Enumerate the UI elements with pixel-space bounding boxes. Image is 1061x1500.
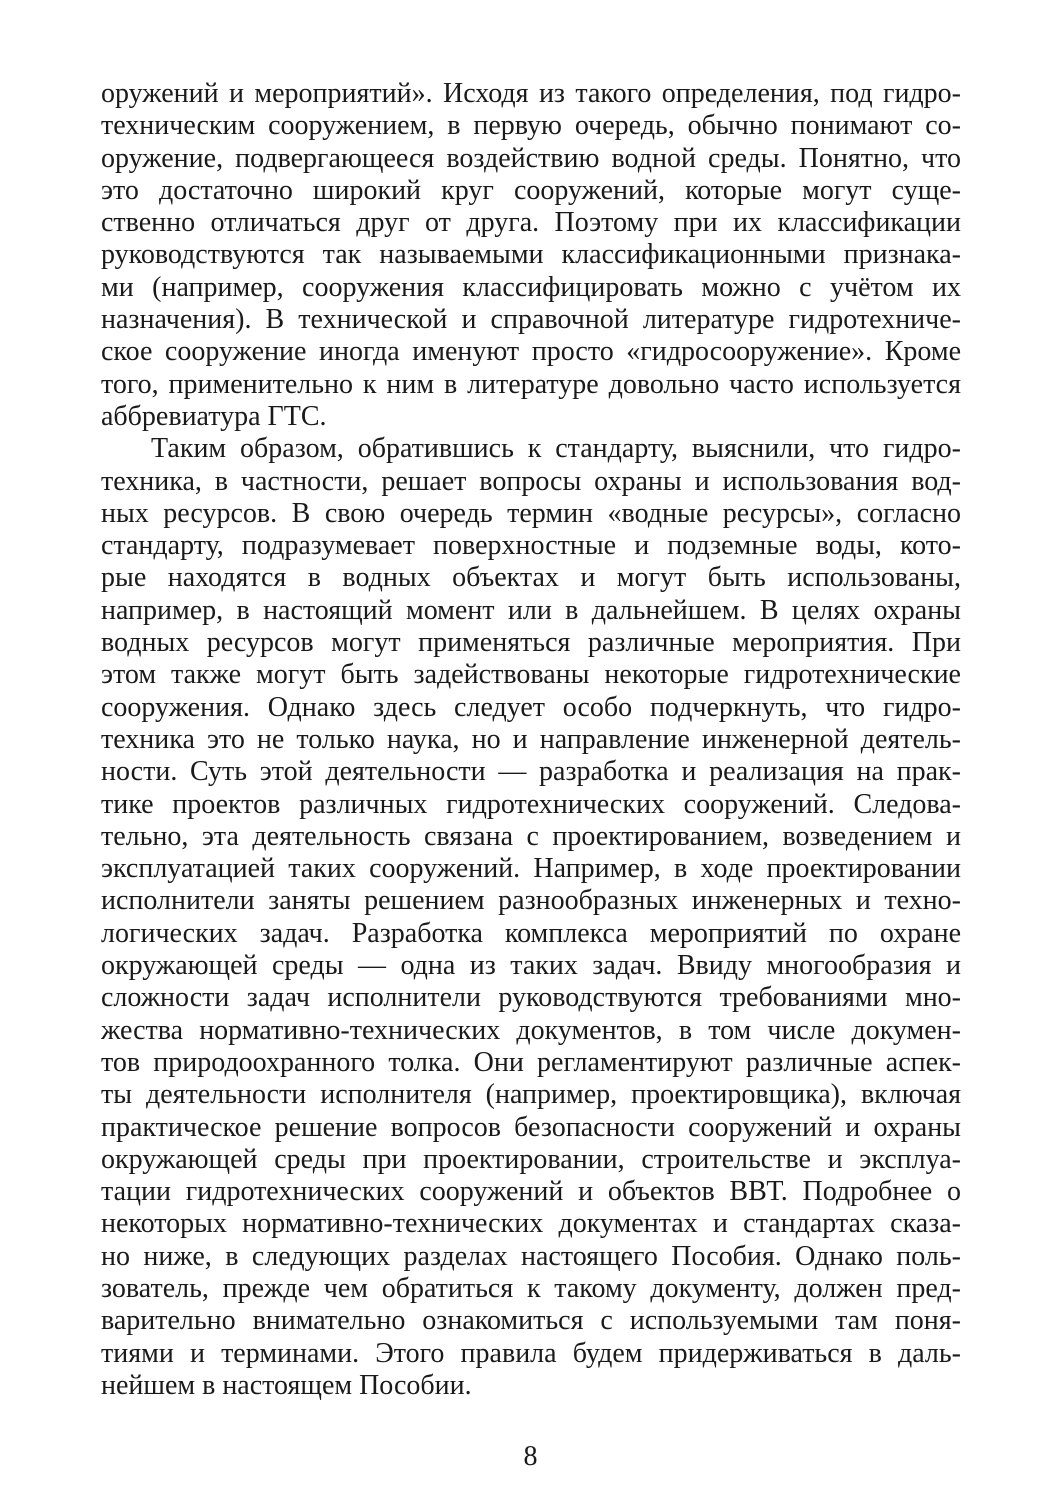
text-line: рые находятся в водных объектах и могут быть использованы, bbox=[101, 562, 961, 594]
text-line: окружающей среды при проектировании, строительстве и эксплуа- bbox=[101, 1143, 961, 1175]
text-line: эксплуатацией таких сооружений. Например, в ходе проектировании bbox=[101, 853, 961, 885]
text-line: этом также могут быть задействованы некоторые гидротехнические bbox=[101, 659, 961, 691]
text-line: окружающей среды — одна из таких задач. Ввиду многообразия и bbox=[101, 950, 961, 982]
text-line: Таким образом, обратившись к стандарту, выяснили, что гидро- bbox=[151, 433, 961, 465]
text-line: того, применительно к ним в литературе довольно часто используется bbox=[101, 368, 961, 400]
text-line: исполнители заняты решением разнообразных инженерных и техно- bbox=[101, 885, 961, 917]
text-line: практическое решение вопросов безопасности сооружений и охраны bbox=[101, 1111, 961, 1143]
text-line: жества нормативно-технических документов, в том числе докумен- bbox=[101, 1014, 961, 1046]
text-line: ственно отличаться друг от друга. Поэтому при их классификации bbox=[101, 207, 961, 239]
paragraph-2 bbox=[101, 433, 961, 1402]
text-line: техника, в частности, решает вопросы охраны и использования вод- bbox=[101, 465, 961, 497]
text-line: варительно внимательно ознакомиться с используемыми там поня- bbox=[101, 1305, 961, 1337]
text-line: стандарту, подразумевает поверхностные и подземные воды, кото- bbox=[101, 530, 961, 562]
text-line: логических задач. Разработка комплекса мероприятий по охране bbox=[101, 917, 961, 949]
text-line: аббревиатура ГТС. bbox=[101, 400, 327, 432]
text-line: руководствуются так называемыми классификационными признака- bbox=[101, 239, 961, 271]
text-line: ми (например, сооружения классифицировать можно с учётом их bbox=[101, 271, 961, 303]
text-line: сооружения. Однако здесь следует особо подчеркнуть, что гидро- bbox=[101, 691, 961, 723]
text-line: это достаточно широкий круг сооружений, которые могут суще- bbox=[101, 174, 961, 206]
text-line: зователь, прежде чем обратиться к такому документу, должен пред- bbox=[101, 1272, 961, 1304]
text-line: тации гидротехнических сооружений и объектов ВВТ. Подробнее о bbox=[101, 1176, 961, 1208]
page-number: 8 bbox=[523, 1441, 538, 1472]
text-line: но ниже, в следующих разделах настоящего Пособия. Однако поль- bbox=[101, 1240, 961, 1272]
text-line: тов природоохранного толка. Они регламентируют различные аспек- bbox=[101, 1046, 961, 1078]
text-line: сложности задач исполнители руководствуются требованиями мно- bbox=[101, 982, 961, 1014]
text-line: техническим сооружением, в первую очередь, обычно понимают со- bbox=[101, 110, 961, 142]
text-line: например, в настоящий момент или в дальнейшем. В целях охраны bbox=[101, 594, 961, 626]
page-body bbox=[101, 78, 961, 1402]
text-line: тельно, эта деятельность связана с проектированием, возведением и bbox=[101, 820, 961, 852]
text-line: водных ресурсов могут применяться различные мероприятия. При bbox=[101, 627, 961, 659]
text-line: тиями и терминами. Этого правила будем придерживаться в даль- bbox=[101, 1337, 961, 1369]
text-line: ты деятельности исполнителя (например, проектировщика), включая bbox=[101, 1079, 961, 1111]
text-line: назначения). В технической и справочной литературе гидротехниче- bbox=[101, 304, 961, 336]
paragraph-1 bbox=[101, 78, 961, 433]
text-line: оружение, подвергающееся воздействию водной среды. Понятно, что bbox=[101, 142, 961, 174]
text-line: оружений и мероприятий». Исходя из такого определения, под гидро- bbox=[101, 78, 961, 109]
text-line: техника это не только наука, но и направление инженерной деятель- bbox=[101, 723, 961, 755]
text-line: тике проектов различных гидротехнических сооружений. Следова- bbox=[101, 788, 961, 820]
text-line: ных ресурсов. В свою очередь термин «водные ресурсы», согласно bbox=[101, 497, 961, 529]
text-line: некоторых нормативно-технических документах и стандартах сказа- bbox=[101, 1208, 961, 1240]
text-line: нейшем в настоящем Пособии. bbox=[101, 1369, 472, 1401]
text-line: ское сооружение иногда именуют просто «гидросооружение». Кроме bbox=[101, 336, 961, 368]
text-line: ности. Суть этой деятельности — разработка и реализация на прак- bbox=[101, 756, 961, 788]
